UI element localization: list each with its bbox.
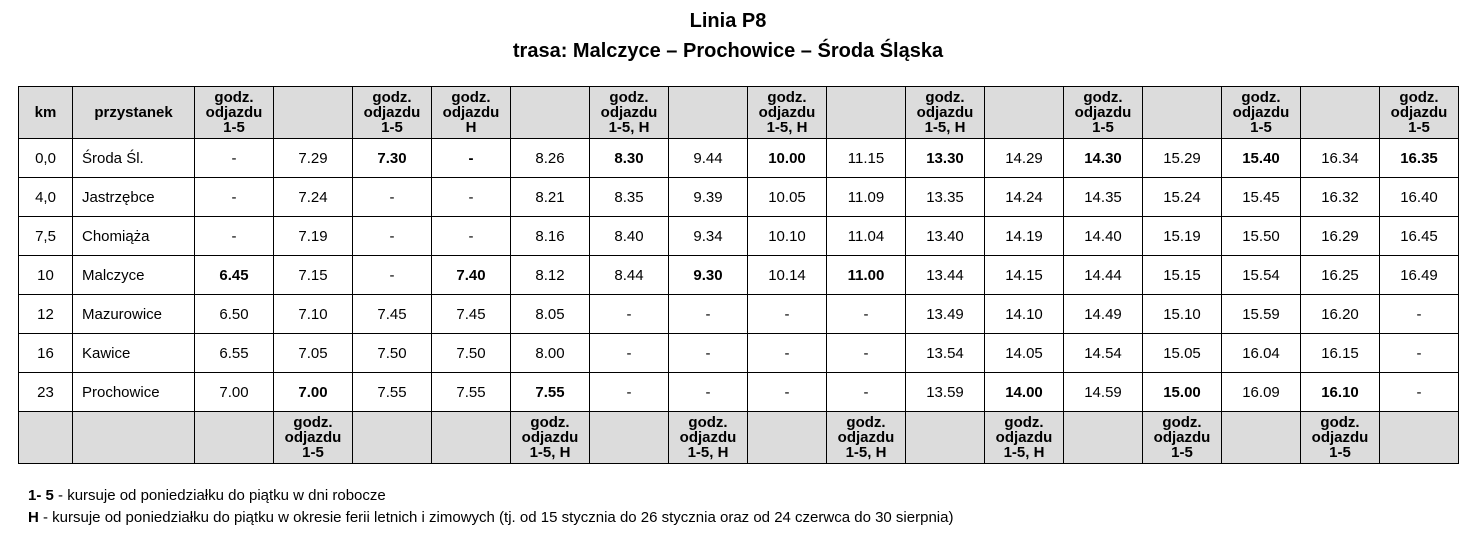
stop-name: Prochowice	[73, 373, 195, 412]
departure-time: -	[590, 295, 669, 334]
departure-note	[590, 412, 669, 464]
departure-note	[748, 412, 827, 464]
stop-name: Mazurowice	[73, 295, 195, 334]
departure-time: 8.30	[590, 139, 669, 178]
route-subtitle: trasa: Malczyce – Prochowice – Środa Śląska	[512, 40, 944, 62]
departure-time: 8.21	[511, 178, 590, 217]
legend-text: - kursuje od poniedziałku do piątku w okresie ferii letnich i zimowych (tj. od 15 stycznia do 26 stycznia oraz od 24 czerwca do 30 sierpnia)	[38, 509, 954, 526]
departure-time: 9.39	[669, 178, 748, 217]
departure-time: 7.55	[511, 373, 590, 412]
departure-time: 7.40	[432, 256, 511, 295]
departure-time: -	[590, 373, 669, 412]
departure-time: 10.00	[748, 139, 827, 178]
departure-time: -	[748, 295, 827, 334]
departure-note	[985, 87, 1064, 139]
departure-time: 14.00	[985, 373, 1064, 412]
departure-time: 16.40	[1380, 178, 1459, 217]
departure-time: 16.35	[1380, 139, 1459, 178]
departure-time: 16.34	[1301, 139, 1380, 178]
departure-note: godz. odjazdu 1-5, H	[511, 412, 590, 464]
departure-time: -	[195, 139, 274, 178]
legend-key: 1- 5	[28, 487, 54, 504]
departure-time: 9.34	[669, 217, 748, 256]
departure-time: -	[432, 139, 511, 178]
departure-time: 11.09	[827, 178, 906, 217]
departure-note	[1301, 87, 1380, 139]
departure-time: 7.15	[274, 256, 353, 295]
departure-note	[353, 412, 432, 464]
departure-time: 9.30	[669, 256, 748, 295]
departure-time: 15.45	[1222, 178, 1301, 217]
departure-time: 16.09	[1222, 373, 1301, 412]
departure-time: 15.24	[1143, 178, 1222, 217]
stop-name: Malczyce	[73, 256, 195, 295]
departure-note: godz. odjazdu 1-5, H	[985, 412, 1064, 464]
km-cell: 12	[19, 295, 73, 334]
departure-time: 6.55	[195, 334, 274, 373]
departure-time: 14.54	[1064, 334, 1143, 373]
departure-time: 8.26	[511, 139, 590, 178]
departure-time: 16.32	[1301, 178, 1380, 217]
stop-row	[19, 217, 1459, 256]
km-cell: 10	[19, 256, 73, 295]
departure-time: 10.14	[748, 256, 827, 295]
departure-note: godz. odjazdu 1-5	[353, 87, 432, 139]
departure-time: 16.49	[1380, 256, 1459, 295]
departure-time: 16.20	[1301, 295, 1380, 334]
departure-note: godz. odjazdu 1-5	[274, 412, 353, 464]
legend-weekdays	[28, 487, 386, 505]
departure-time: 15.59	[1222, 295, 1301, 334]
departure-time: 16.45	[1380, 217, 1459, 256]
departure-time: 7.24	[274, 178, 353, 217]
departure-time: 13.35	[906, 178, 985, 217]
departure-note	[1222, 412, 1301, 464]
departure-note	[669, 87, 748, 139]
departure-time: 15.10	[1143, 295, 1222, 334]
departure-note: godz. odjazdu 1-5, H	[748, 87, 827, 139]
departure-note: godz. odjazdu 1-5	[1380, 87, 1459, 139]
departure-note	[1143, 87, 1222, 139]
departure-time: 7.19	[274, 217, 353, 256]
departure-note	[827, 87, 906, 139]
departure-note	[274, 87, 353, 139]
departure-time: -	[669, 334, 748, 373]
departure-time: 11.00	[827, 256, 906, 295]
page-title: Linia P8	[689, 10, 767, 32]
departure-time: 15.29	[1143, 139, 1222, 178]
km-cell: 7,5	[19, 217, 73, 256]
departure-note	[511, 87, 590, 139]
departure-note: godz. odjazdu 1-5	[1222, 87, 1301, 139]
stop-name: Chomiąża	[73, 217, 195, 256]
departure-note	[432, 412, 511, 464]
departure-time: -	[1380, 334, 1459, 373]
departure-time: 7.29	[274, 139, 353, 178]
departure-note: godz. odjazdu 1-5, H	[906, 87, 985, 139]
departure-time: 14.24	[985, 178, 1064, 217]
footer-row	[19, 412, 1459, 464]
departure-time: 10.10	[748, 217, 827, 256]
departure-time: 7.10	[274, 295, 353, 334]
departure-time: -	[827, 295, 906, 334]
departure-time: 15.54	[1222, 256, 1301, 295]
departure-time: -	[432, 178, 511, 217]
departure-time: 15.15	[1143, 256, 1222, 295]
departure-time: -	[353, 178, 432, 217]
departure-note: godz. odjazdu 1-5, H	[669, 412, 748, 464]
legend-key: H	[28, 509, 39, 526]
km-cell: 23	[19, 373, 73, 412]
departure-note: godz. odjazdu 1-5	[1143, 412, 1222, 464]
departure-time: 13.54	[906, 334, 985, 373]
departure-note	[906, 412, 985, 464]
departure-time: 7.55	[353, 373, 432, 412]
stop-row	[19, 139, 1459, 178]
departure-time: 15.50	[1222, 217, 1301, 256]
departure-time: 14.49	[1064, 295, 1143, 334]
departure-time: 13.49	[906, 295, 985, 334]
departure-time: -	[669, 295, 748, 334]
departure-time: -	[195, 217, 274, 256]
km-header: km	[19, 87, 73, 139]
departure-time: 8.40	[590, 217, 669, 256]
departure-time: 15.05	[1143, 334, 1222, 373]
departure-note: godz. odjazdu 1-5	[195, 87, 274, 139]
departure-time: 16.25	[1301, 256, 1380, 295]
departure-time: 16.04	[1222, 334, 1301, 373]
legend-text: - kursuje od poniedziałku do piątku w dni robocze	[53, 487, 386, 504]
km-cell: 16	[19, 334, 73, 373]
departure-time: -	[432, 217, 511, 256]
departure-time: 14.15	[985, 256, 1064, 295]
departure-time: -	[1380, 295, 1459, 334]
stop-name: Środa Śl.	[73, 139, 195, 178]
departure-time: -	[353, 217, 432, 256]
departure-time: 7.50	[432, 334, 511, 373]
departure-time: 8.05	[511, 295, 590, 334]
departure-time: 14.40	[1064, 217, 1143, 256]
header-row	[19, 87, 1459, 139]
departure-time: 16.15	[1301, 334, 1380, 373]
departure-time: 6.50	[195, 295, 274, 334]
departure-time: -	[353, 256, 432, 295]
timetable-body	[19, 87, 1459, 464]
departure-time: -	[1380, 373, 1459, 412]
departure-time: 7.45	[432, 295, 511, 334]
departure-time: 9.44	[669, 139, 748, 178]
departure-time: 14.05	[985, 334, 1064, 373]
departure-time: 13.59	[906, 373, 985, 412]
departure-note: godz. odjazdu H	[432, 87, 511, 139]
footer-empty-cell	[73, 412, 195, 464]
departure-time: 15.19	[1143, 217, 1222, 256]
departure-time: 7.45	[353, 295, 432, 334]
departure-time: 7.30	[353, 139, 432, 178]
departure-time: -	[748, 373, 827, 412]
departure-time: 14.44	[1064, 256, 1143, 295]
departure-time: 8.12	[511, 256, 590, 295]
stop-row	[19, 178, 1459, 217]
stop-row	[19, 256, 1459, 295]
departure-time: -	[195, 178, 274, 217]
stop-name: Jastrzębce	[73, 178, 195, 217]
km-cell: 0,0	[19, 139, 73, 178]
stop-row	[19, 334, 1459, 373]
footer-empty-cell	[19, 412, 73, 464]
stop-row	[19, 295, 1459, 334]
departure-time: 14.19	[985, 217, 1064, 256]
departure-time: 8.00	[511, 334, 590, 373]
departure-time: 13.44	[906, 256, 985, 295]
departure-time: 8.35	[590, 178, 669, 217]
departure-time: -	[590, 334, 669, 373]
departure-time: 14.29	[985, 139, 1064, 178]
km-cell: 4,0	[19, 178, 73, 217]
departure-note: godz. odjazdu 1-5	[1301, 412, 1380, 464]
departure-time: 7.05	[274, 334, 353, 373]
departure-time: 10.05	[748, 178, 827, 217]
departure-time: -	[827, 373, 906, 412]
departure-time: 14.59	[1064, 373, 1143, 412]
departure-time: -	[827, 334, 906, 373]
departure-note: godz. odjazdu 1-5, H	[590, 87, 669, 139]
departure-time: -	[748, 334, 827, 373]
departure-time: 11.15	[827, 139, 906, 178]
departure-time: 13.30	[906, 139, 985, 178]
departure-time: 8.16	[511, 217, 590, 256]
departure-time: 8.44	[590, 256, 669, 295]
departure-time: 14.30	[1064, 139, 1143, 178]
departure-time: 14.10	[985, 295, 1064, 334]
departure-time: 13.40	[906, 217, 985, 256]
departure-time: 16.29	[1301, 217, 1380, 256]
departure-time: 15.40	[1222, 139, 1301, 178]
departure-note: godz. odjazdu 1-5	[1064, 87, 1143, 139]
departure-time: 11.04	[827, 217, 906, 256]
departure-time: 7.55	[432, 373, 511, 412]
departure-note	[195, 412, 274, 464]
departure-note	[1064, 412, 1143, 464]
stop-name: Kawice	[73, 334, 195, 373]
departure-note: godz. odjazdu 1-5, H	[827, 412, 906, 464]
departure-time: 16.10	[1301, 373, 1380, 412]
departure-time: 15.00	[1143, 373, 1222, 412]
departure-time: 7.50	[353, 334, 432, 373]
stop-row	[19, 373, 1459, 412]
departure-time: 6.45	[195, 256, 274, 295]
stop-header: przystanek	[73, 87, 195, 139]
departure-time: 14.35	[1064, 178, 1143, 217]
legend-holidays	[28, 509, 953, 527]
departure-note	[1380, 412, 1459, 464]
departure-time: 7.00	[274, 373, 353, 412]
timetable	[18, 86, 1459, 464]
departure-time: -	[669, 373, 748, 412]
departure-time: 7.00	[195, 373, 274, 412]
